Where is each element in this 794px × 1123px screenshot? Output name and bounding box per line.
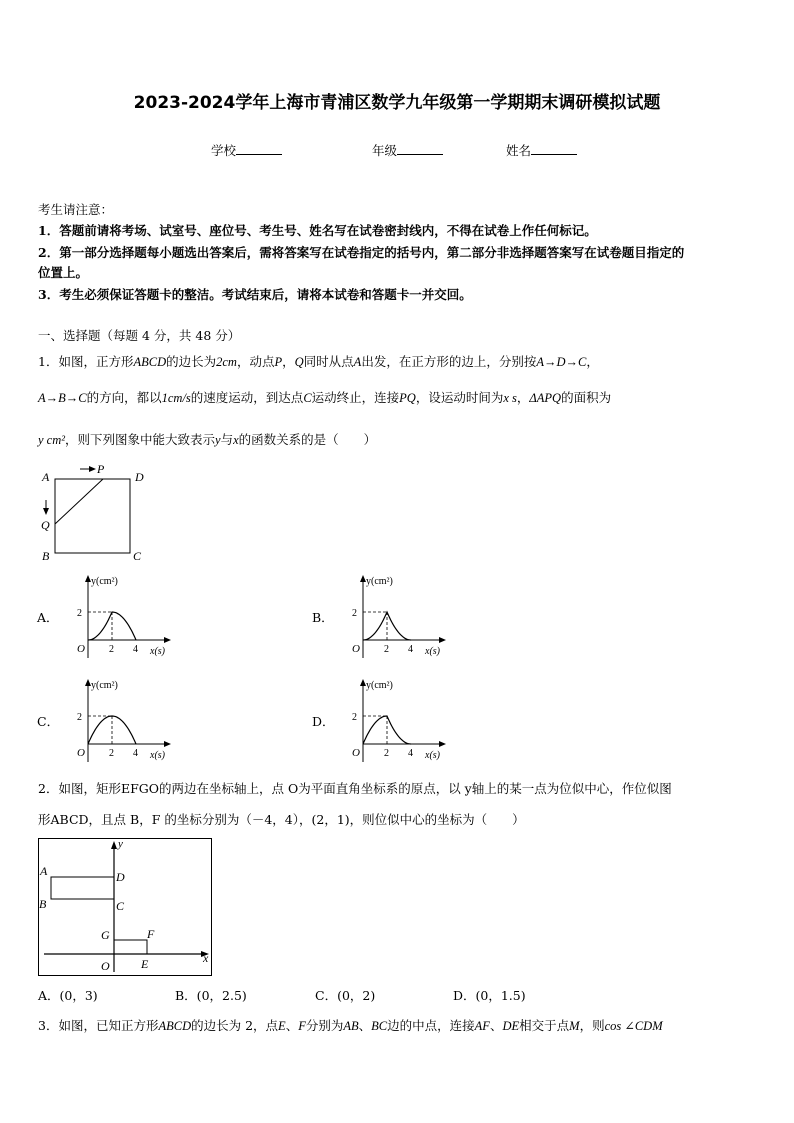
q2-label-F: F (147, 927, 155, 941)
grade-label: 年级 (372, 143, 398, 158)
x-tick-2: 2 (109, 644, 114, 655)
x-tick-4: 4 (133, 748, 138, 759)
q2-option-d[interactable]: D．(0，1.5) (453, 988, 526, 1003)
origin-label: O (352, 747, 360, 759)
notice-item-3: 3．考生必须保证答题卡的整洁。考试结束后，请将本试卷和答题卡一并交回。 (38, 287, 472, 302)
q2-figure (38, 838, 213, 978)
school-field[interactable] (211, 141, 282, 159)
y-axis-label: y(cm²) (91, 576, 118, 587)
school-label: 学校 (211, 143, 237, 158)
function-curve (363, 612, 411, 640)
q1-label-D: D (135, 470, 144, 484)
name-label: 姓名 (506, 143, 532, 158)
origin-label: O (77, 747, 85, 759)
x-axis-label: x(s) (425, 646, 440, 657)
q1-graph-a[interactable] (66, 570, 186, 660)
q1-label-C: C (133, 549, 142, 563)
y-tick-2: 2 (352, 712, 357, 723)
q2-label-E: E (141, 957, 149, 971)
origin-label: O (352, 643, 360, 655)
x-tick-2: 2 (109, 748, 114, 759)
x-axis-arrow (439, 637, 446, 643)
x-tick-4: 4 (408, 748, 413, 759)
q1-square-figure (36, 460, 156, 564)
q1-line1: 1．如图，正方形ABCD的边长为2cm，动点P，Q同时从点A出发，在正方形的边上，分别按A→D→C， (38, 354, 599, 369)
x-tick-4: 4 (133, 644, 138, 655)
y-tick-2: 2 (77, 608, 82, 619)
notice-heading: 考生请注意： (38, 202, 114, 217)
function-curve (88, 612, 136, 640)
grade-field[interactable] (372, 141, 443, 159)
q2-label-G: G (101, 928, 110, 942)
x-axis-label: x(s) (425, 750, 440, 761)
notice-item-1: 1．答题前请将考场、试室号、座位号、考生号、姓名写在试卷密封线内，不得在试卷上作任何标记。 (38, 223, 597, 238)
q1-line2: A→B→C的方向，都以1cm/s的速度运动，到达点C运动终止，连接PQ，设运动时间为x s，ΔAPQ的面积为 (38, 390, 612, 405)
q2-label-C: C (116, 899, 125, 913)
q1-option-c-label[interactable]: C． (37, 714, 60, 729)
q1-option-d-label[interactable]: D． (312, 714, 335, 729)
x-axis-arrow (164, 637, 171, 643)
x-axis-label: x(s) (150, 646, 165, 657)
q2-line2: 形ABCD，且点 B，F 的坐标分别为（－4，4），(2，1)，则位似中心的坐标为（ ） (38, 812, 525, 827)
y-axis-label: y(cm²) (366, 576, 393, 587)
q2-option-a[interactable]: A．(0，3) (38, 988, 98, 1003)
q2-option-c[interactable]: C．(0，2) (315, 988, 376, 1003)
q2-label-y: y (118, 838, 123, 850)
q1-line3: y cm²，则下列图象中能大致表示y与x的函数关系的是（ ） (38, 432, 377, 447)
y-tick-2: 2 (77, 712, 82, 723)
q2-label-D: D (116, 870, 125, 884)
q1-label-B: B (42, 549, 50, 563)
function-curve (88, 716, 136, 744)
section-heading: 一、选择题（每题 4 分，共 48 分） (38, 328, 241, 343)
y-tick-2: 2 (352, 608, 357, 619)
q1-option-a-label[interactable]: A． (37, 610, 59, 625)
x-axis-arrow (164, 741, 171, 747)
q2-label-B: B (39, 897, 47, 911)
x-axis-label: x(s) (150, 750, 165, 761)
q1-graph-d[interactable] (341, 674, 461, 764)
y-axis-label: y(cm²) (91, 680, 118, 691)
q1-option-b-label[interactable]: B． (312, 610, 334, 625)
function-curve (363, 716, 411, 744)
q2-label-O: O (101, 959, 110, 973)
q2-option-b[interactable]: B．(0，2.5) (175, 988, 247, 1003)
q1-graph-b[interactable] (341, 570, 461, 660)
q2-line1: 2．如图，矩形EFGO的两边在坐标轴上，点 O为平面直角坐标系的原点，以 y轴上的某一点为位似中心，作位似图 (38, 781, 672, 796)
q2-label-x: x (203, 951, 209, 965)
x-tick-4: 4 (408, 644, 413, 655)
name-field[interactable] (506, 141, 577, 159)
page-title: 2023-2024学年上海市青浦区数学九年级第一学期期末调研模拟试题 (133, 93, 661, 113)
notice-item-2: 2．第一部分选择题每小题选出答案后，需将答案写在试卷指定的括号内，第二部分非选择题答案写在试卷题目指定的 (38, 245, 685, 260)
q1-label-Q: Q (41, 518, 50, 532)
q2-label-A: A (40, 864, 48, 878)
notice-item-2-cont: 位置上。 (38, 265, 89, 280)
x-tick-2: 2 (384, 748, 389, 759)
q3-line1: 3．如图，已知正方形ABCD的边长为 2，点E、F分别为AB、BC边的中点，连接AF、DE相交于点M，则cos ∠CDM (38, 1018, 663, 1033)
q1-graph-c[interactable] (66, 674, 186, 764)
x-axis-arrow (439, 741, 446, 747)
y-axis-label: y(cm²) (366, 680, 393, 691)
q1-label-A: A (42, 470, 50, 484)
origin-label: O (77, 643, 85, 655)
q1-label-P: P (97, 462, 105, 476)
x-tick-2: 2 (384, 644, 389, 655)
